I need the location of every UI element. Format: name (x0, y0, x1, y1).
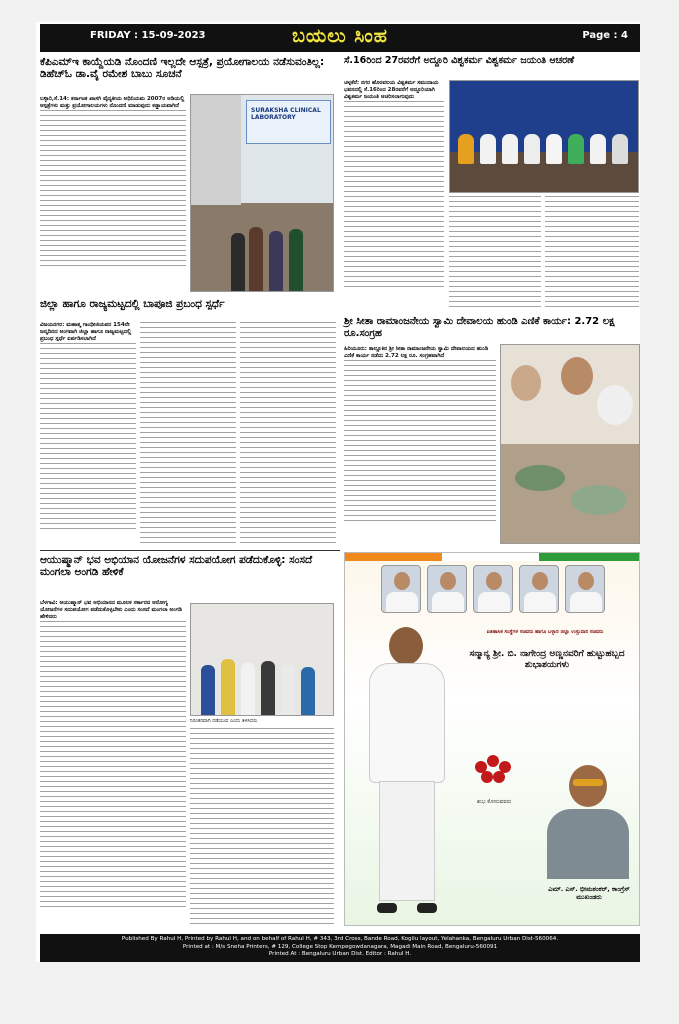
article-bapuji-col3 (240, 322, 336, 546)
headline-bapuji-essay: ಜಿಲ್ಲಾ ಹಾಗೂ ರಾಜ್ಯಮಟ್ಟದಲ್ಲಿ ಬಾಪೂಜಿ ಪ್ರಬಂಧ ಸ್ಪರ್ಧೆ (40, 298, 225, 310)
article-kpme-body (40, 96, 186, 292)
ad-birthday-greeting: ಸನ್ಮಾನ್ಯ ಶ್ರೀ. ಬಿ. ನಾಗೇಂದ್ರ ಅಣ್ಣನವರಿಗೆ ಹುಟ್ಟುಹಬ್ಬದ ಶುಭಾಶಯಗಳು (469, 649, 625, 671)
ad-minister-title: ಐತಿಹಾಸಿಕ ಸಂಸ್ಥೆಗಳ ಸಚಿವರು ಹಾಗೂ ಬಳ್ಳಾರಿ ಜಿಲ್ಲಾ ಉಸ್ತುವಾರಿ ಸಚಿವರು (486, 629, 604, 635)
headline-ayushman: ಆಯುಷ್ಮಾನ್ ಭವ ಅಭಿಯಾನ ಯೋಜನೆಗಳ ಸದುಪಯೋಗ ಪಡೆದುಕೊಳ್ಳಿ: ಸಂಸದೆ ಮಂಗಲಾ ಅಂಗಡಿ ಹೇಳಿಕೆ (40, 554, 313, 579)
imprint-line-2: Printed at : M/s Sneha Printers, # 129, College Stop Kempegowdanagara, Magadi Main Road, Bengaluru-560091 (182, 943, 498, 950)
article-bapuji-lead: ವಿಜಯನಗರ: ಮಹಾತ್ಮ ಗಾಂಧೀಜಿಯವರ 154ನೇ ಜನ್ಮದಿನದ ಅಂಗವಾಗಿ ಜಿಲ್ಲಾ ಹಾಗೂ ರಾಜ್ಯಮಟ್ಟದಲ್ಲಿ ಪ್ರಬಂಧ ಸ್ಪರ್ಧೆ ಏರ್ಪಡಿಸಲಾಗಿದೆ (40, 322, 136, 343)
headline-temple-hundi: ಶ್ರೀ ಸೀತಾ ರಾಮಾಂಜನೇಯ ಸ್ವಾಮಿ ದೇವಾಲಯ ಹುಂಡಿ ಎಣಿಕೆ ಕಾರ್ಯ: 2.72 ಲಕ್ಷ ರೂ.ಸಂಗ್ರಹ (344, 316, 615, 339)
clinic-photo (190, 94, 334, 292)
masthead (40, 24, 640, 52)
article-vishwakarma-lead: ಚಳ್ಳಕೆರೆ: ನಗರ ಹೊರವಲಯ ವಿಶ್ವಕರ್ಮ ಸಮುದಾಯ ಭವನದಲ್ಲಿ ಸೆ.16ರಿಂದ 28ರವರೆಗೆ ಅದ್ದೂರಿಯಾಗಿ ವಿಶ್ವಕರ್ಮ ಜಯಂತಿ ಆಚರಿಸಲಾಗುವುದು (344, 80, 444, 101)
headline-kpme: ಕೆಪಿಎಮ್‌ಇ ಕಾಯ್ದೆಯಡಿ ನೊಂದಣಿ ಇಲ್ಲದೇ ಆಸ್ಪತ್ರೆ, ಪ್ರಯೋಗಾಲಯ ನಡೆಸುವಂತಿಲ್ಲ: ಡಿಹೆಚ್‌ಓ ಡಾ.ವೈ ರಮೇಶ ಬಾಬು ಸೂಚನೆ (40, 56, 325, 81)
article-kpme-lead: ಬಳ್ಳಾರಿ,ಸೆ.14: ಕರ್ನಾಟಕ ಖಾಸಗಿ ವೈದ್ಯಕೀಯ ಅಧಿನಿಯಮ 2007ರ ಅಡಿಯಲ್ಲಿ ಆಸ್ಪತ್ರೆಗಳು ಮತ್ತು ಪ್ರಯೋಗಾಲಯಗಳು ನೊಂದಣಿ ಮಾಡುವುದು ಕಡ್ಡಾಯವಾಗಿದೆ (40, 96, 185, 110)
minister-portrait (359, 621, 457, 913)
ad-signatory: ಎಮ್. ಎಸ್. ಭೀಮಶಂಕರ್, ಕಾಂಗ್ರೆಸ್ ಮುಖಂಡರು (548, 885, 630, 902)
imprint-line-1: Published By Rahul H, Printed by Rahul H, and on behalf of Rahul H, # 343, 3rd Cross, Bande Road, Kogilu layout, Yelahanka, Bengaluru Urban Dist-560064. (121, 936, 559, 942)
imprint-line-3: Printed At : Bengaluru Urban Dist. Editor : Rahul H. (268, 951, 412, 958)
leader-portrait-4 (519, 565, 559, 613)
imprint-footer (40, 934, 640, 962)
issue-date: FRIDAY : 15-09-2023 (90, 30, 206, 41)
leader-portrait-2 (427, 565, 467, 613)
article-ayushman-lead: ಬೆಳಗಾವಿ: ಆಯುಷ್ಮಾನ್ ಭವ ಅಭಿಯಾನದ ಮೂಲಕ ಸರ್ಕಾರದ ಆರೋಗ್ಯ ಯೋಜನೆಗಳ ಸದುಪಯೋಗ ಪಡೆದುಕೊಳ್ಳಬೇಕು ಎಂದು ಸಂಸದೆ ಮಂಗಲಾ ಅಂಗಡಿ ಹೇಳಿದರು (40, 600, 186, 621)
hundi-counting-photo (500, 344, 640, 544)
ad-wishers-label: ಶುಭ ಕೋರುವವರು (477, 799, 512, 805)
ayushman-event-photo (190, 603, 334, 716)
clinic-sign-text: SURAKSHA CLINICAL LABORATORY (251, 107, 321, 121)
article-bapuji-col1 (40, 322, 136, 546)
article-vishwakarma-col1 (344, 80, 444, 308)
birthday-advertisement (344, 552, 640, 926)
leader-portrait-3 (473, 565, 513, 613)
article-vishwakarma-col3 (545, 196, 639, 308)
article-ayushman-col2 (190, 728, 334, 926)
leader-portrait-5 (565, 565, 605, 613)
ayushman-photo-caption: ನಿರಂತರವಾಗಿ ನಡೆಯುವ ಎಂದು ತಿಳಿಸಿದರು (190, 718, 258, 724)
article-temple-lead: ಹಿರಿಯೂರು: ತಾಲ್ಲೂಕಿನ ಶ್ರೀ ಸೀತಾ ರಾಮಾಂಜನೇಯ ಸ್ವಾಮಿ ದೇವಾಲಯದ ಹುಂಡಿ ಎಣಿಕೆ ಕಾರ್ಯ ನಡೆದು 2.72 ಲಕ್ಷ ರೂ. ಸಂಗ್ರಹವಾಗಿದೆ (344, 346, 496, 360)
article-ayushman-col1 (40, 600, 186, 926)
headline-vishwakarma: ಸೆ.16ರಿಂದ 27ರವರೆಗೆ ಅದ್ದೂರಿ ವಿಶ್ವಕರ್ಮ ವಿಶ್ವಕರ್ಮ ಜಯಂತಿ ಆಚರಣೆ (344, 55, 575, 66)
rose-bouquet-icon (473, 755, 513, 789)
newspaper-title: ಬಯಲು ಸಿಂಹ (292, 25, 388, 47)
article-temple-body (344, 346, 496, 544)
vishwakarma-stage-photo (449, 80, 639, 193)
tricolor-band (345, 553, 639, 561)
wisher-portrait (541, 759, 635, 877)
leader-portrait-1 (381, 565, 421, 613)
article-vishwakarma-col2 (449, 196, 541, 308)
page-number: Page : 4 (582, 30, 628, 41)
article-bapuji-col2 (140, 322, 236, 546)
